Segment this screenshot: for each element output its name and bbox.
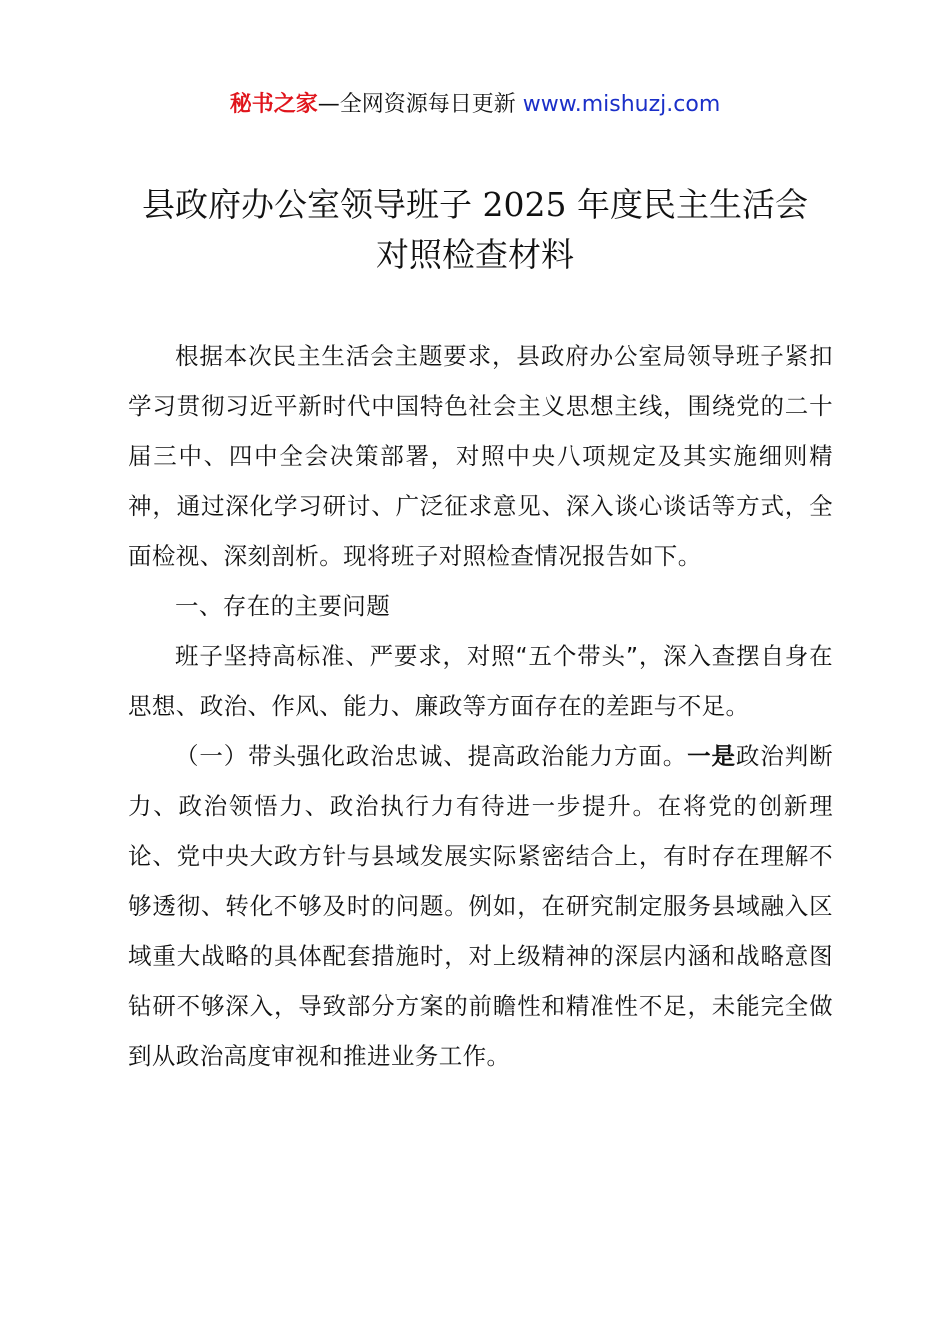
header-tagline: —全网资源每日更新: [317, 92, 523, 117]
intro-paragraph: 根据本次民主生活会主题要求，县政府办公室局领导班子紧扣学习贯彻习近平新时代中国特色社会主义思想主线，围绕党的二十届三中、四中全会决策部署，对照中央八项规定及其实施细则精神，通过深化学习研讨、广泛征求意见、深入谈心谈话等方式，全面检视、深刻剖析。现将班子对照检查情况报告如下。: [128, 342, 833, 570]
subsection-heading: （一）带头强化政治忠诚、提高政治能力方面。: [175, 742, 688, 770]
title-line-1: 县政府办公室领导班子 2025 年度民主生活会: [142, 185, 808, 224]
section-summary-paragraph: 班子坚持高标准、严要求，对照“五个带头”，深入查摆自身在思想、政治、作风、能力、廉政等方面存在的差距与不足。: [128, 642, 833, 720]
point-marker: 一是: [687, 742, 736, 770]
section-heading: 一、存在的主要问题: [175, 592, 391, 620]
watermark-header: [0, 88, 950, 122]
title-line-2: 对照检查材料: [376, 235, 574, 274]
document-title: [0, 180, 950, 280]
subsection-paragraph: [128, 731, 833, 1081]
point-text: 政治判断力、政治领悟力、政治执行力有待进一步提升。在将党的创新理论、党中央大政方针与县域发展实际紧密结合上，有时存在理解不够透彻、转化不够及时的问题。例如，在研究制定服务县域融入区域重大战略的具体配套措施时，对上级精神的深层内涵和战略意图钻研不够深入，导致部分方案的前瞻性和精准性不足，未能完全做到从政治高度审视和推进业务工作。: [128, 742, 833, 1070]
site-url[interactable]: www.mishuzj.com: [522, 92, 721, 117]
brand-name: 秘书之家: [229, 92, 318, 117]
document-body: [128, 331, 833, 1081]
